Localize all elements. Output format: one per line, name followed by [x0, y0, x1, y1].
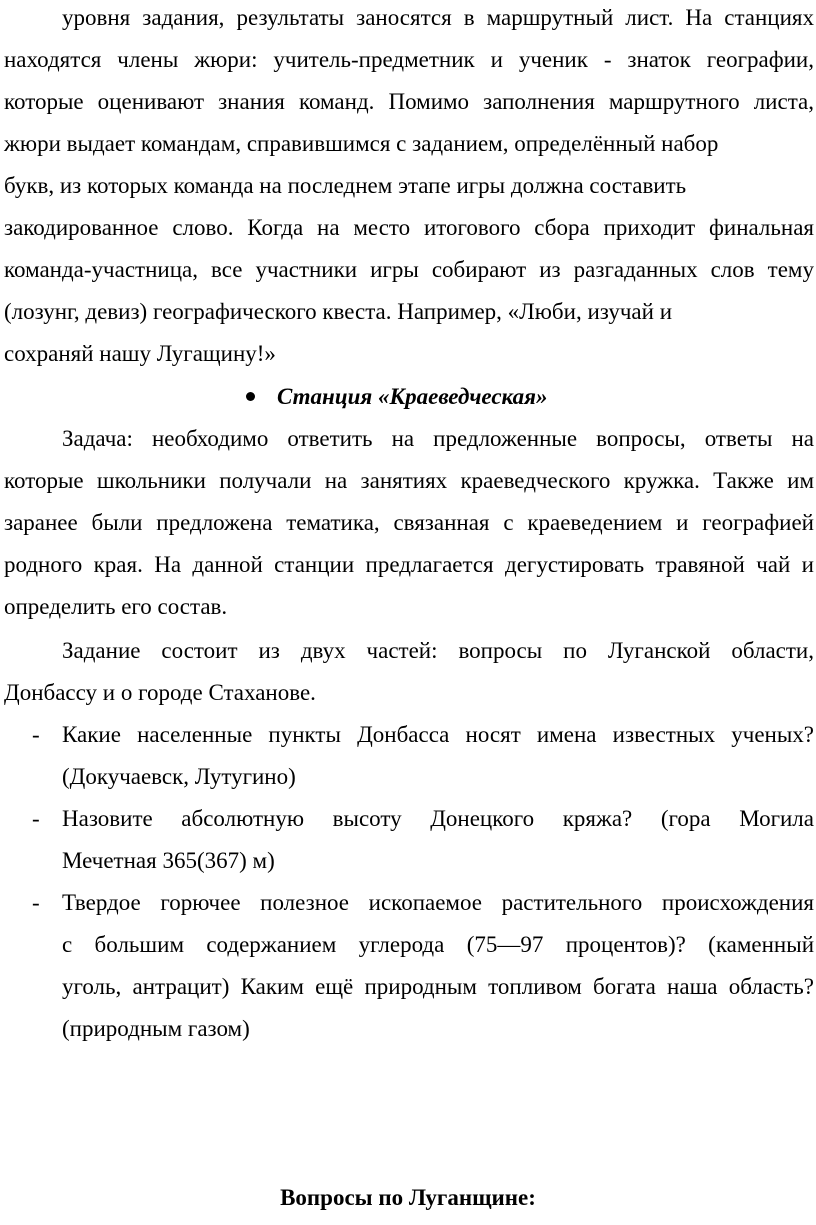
question-line: с большим содержанием углерода (75—97 процентов)? (каменный: [62, 932, 814, 957]
question-line: Какие населенные пункты Донбасса носят имена известных ученых?: [62, 722, 814, 747]
bullet-icon: [246, 392, 255, 401]
list-dash: -: [32, 722, 40, 747]
task-line: Задача: необходимо ответить на предложенные вопросы, ответы на: [62, 426, 814, 451]
intro-line: букв, из которых команда на последнем этапе игры должна составить: [4, 173, 687, 198]
list-dash: -: [32, 890, 40, 915]
parts-line: Донбассу и о городе Стаханове.: [4, 680, 316, 705]
intro-line: уровня задания, результаты заносятся в маршрутный лист. На станциях: [62, 5, 814, 30]
question-line: уголь, антрацит) Каким ещё природным топливом богата наша область?: [62, 974, 814, 999]
list-dash: -: [32, 806, 40, 831]
intro-line: находятся члены жюри: учитель-предметник и ученик - знаток географии,: [4, 47, 814, 72]
question-line: (природным газом): [62, 1016, 250, 1041]
question-line: Мечетная 365(367) м): [62, 848, 275, 873]
station-heading: [246, 382, 547, 412]
parts-line: Задание состоит из двух частей: вопросы по Луганской области,: [62, 638, 814, 663]
station-title: Станция «Краеведческая»: [277, 384, 548, 409]
section-heading: Вопросы по Луганщине:: [280, 1185, 536, 1210]
task-line: родного края. На данной станции предлагается дегустировать травяной чай и: [4, 552, 814, 577]
question-line: Назовите абсолютную высоту Донецкого кряжа? (гора Могила: [62, 806, 814, 831]
intro-line: (лозунг, девиз) географического квеста. Например, «Люби, изучай и: [4, 299, 672, 324]
intro-line: сохраняй нашу Лугащину!»: [4, 341, 276, 366]
intro-line: жюри выдает командам, справившимся с заданием, определённый набор: [4, 131, 719, 156]
intro-line: команда-участница, все участники игры собирают из разгаданных слов тему: [4, 257, 814, 282]
task-line: определить его состав.: [4, 594, 228, 619]
question-line: (Докучаевск, Лутугино): [62, 764, 296, 789]
intro-line: закодированное слово. Когда на место итогового сбора приходит финальная: [4, 215, 814, 240]
task-line: которые школьники получали на занятиях краеведческого кружка. Также им: [4, 468, 814, 493]
intro-line: которые оценивают знания команд. Помимо заполнения маршрутного листа,: [4, 89, 814, 114]
question-line: Твердое горючее полезное ископаемое растительного происхождения: [62, 890, 814, 915]
task-line: заранее были предложена тематика, связанная с краеведением и географией: [4, 510, 814, 535]
